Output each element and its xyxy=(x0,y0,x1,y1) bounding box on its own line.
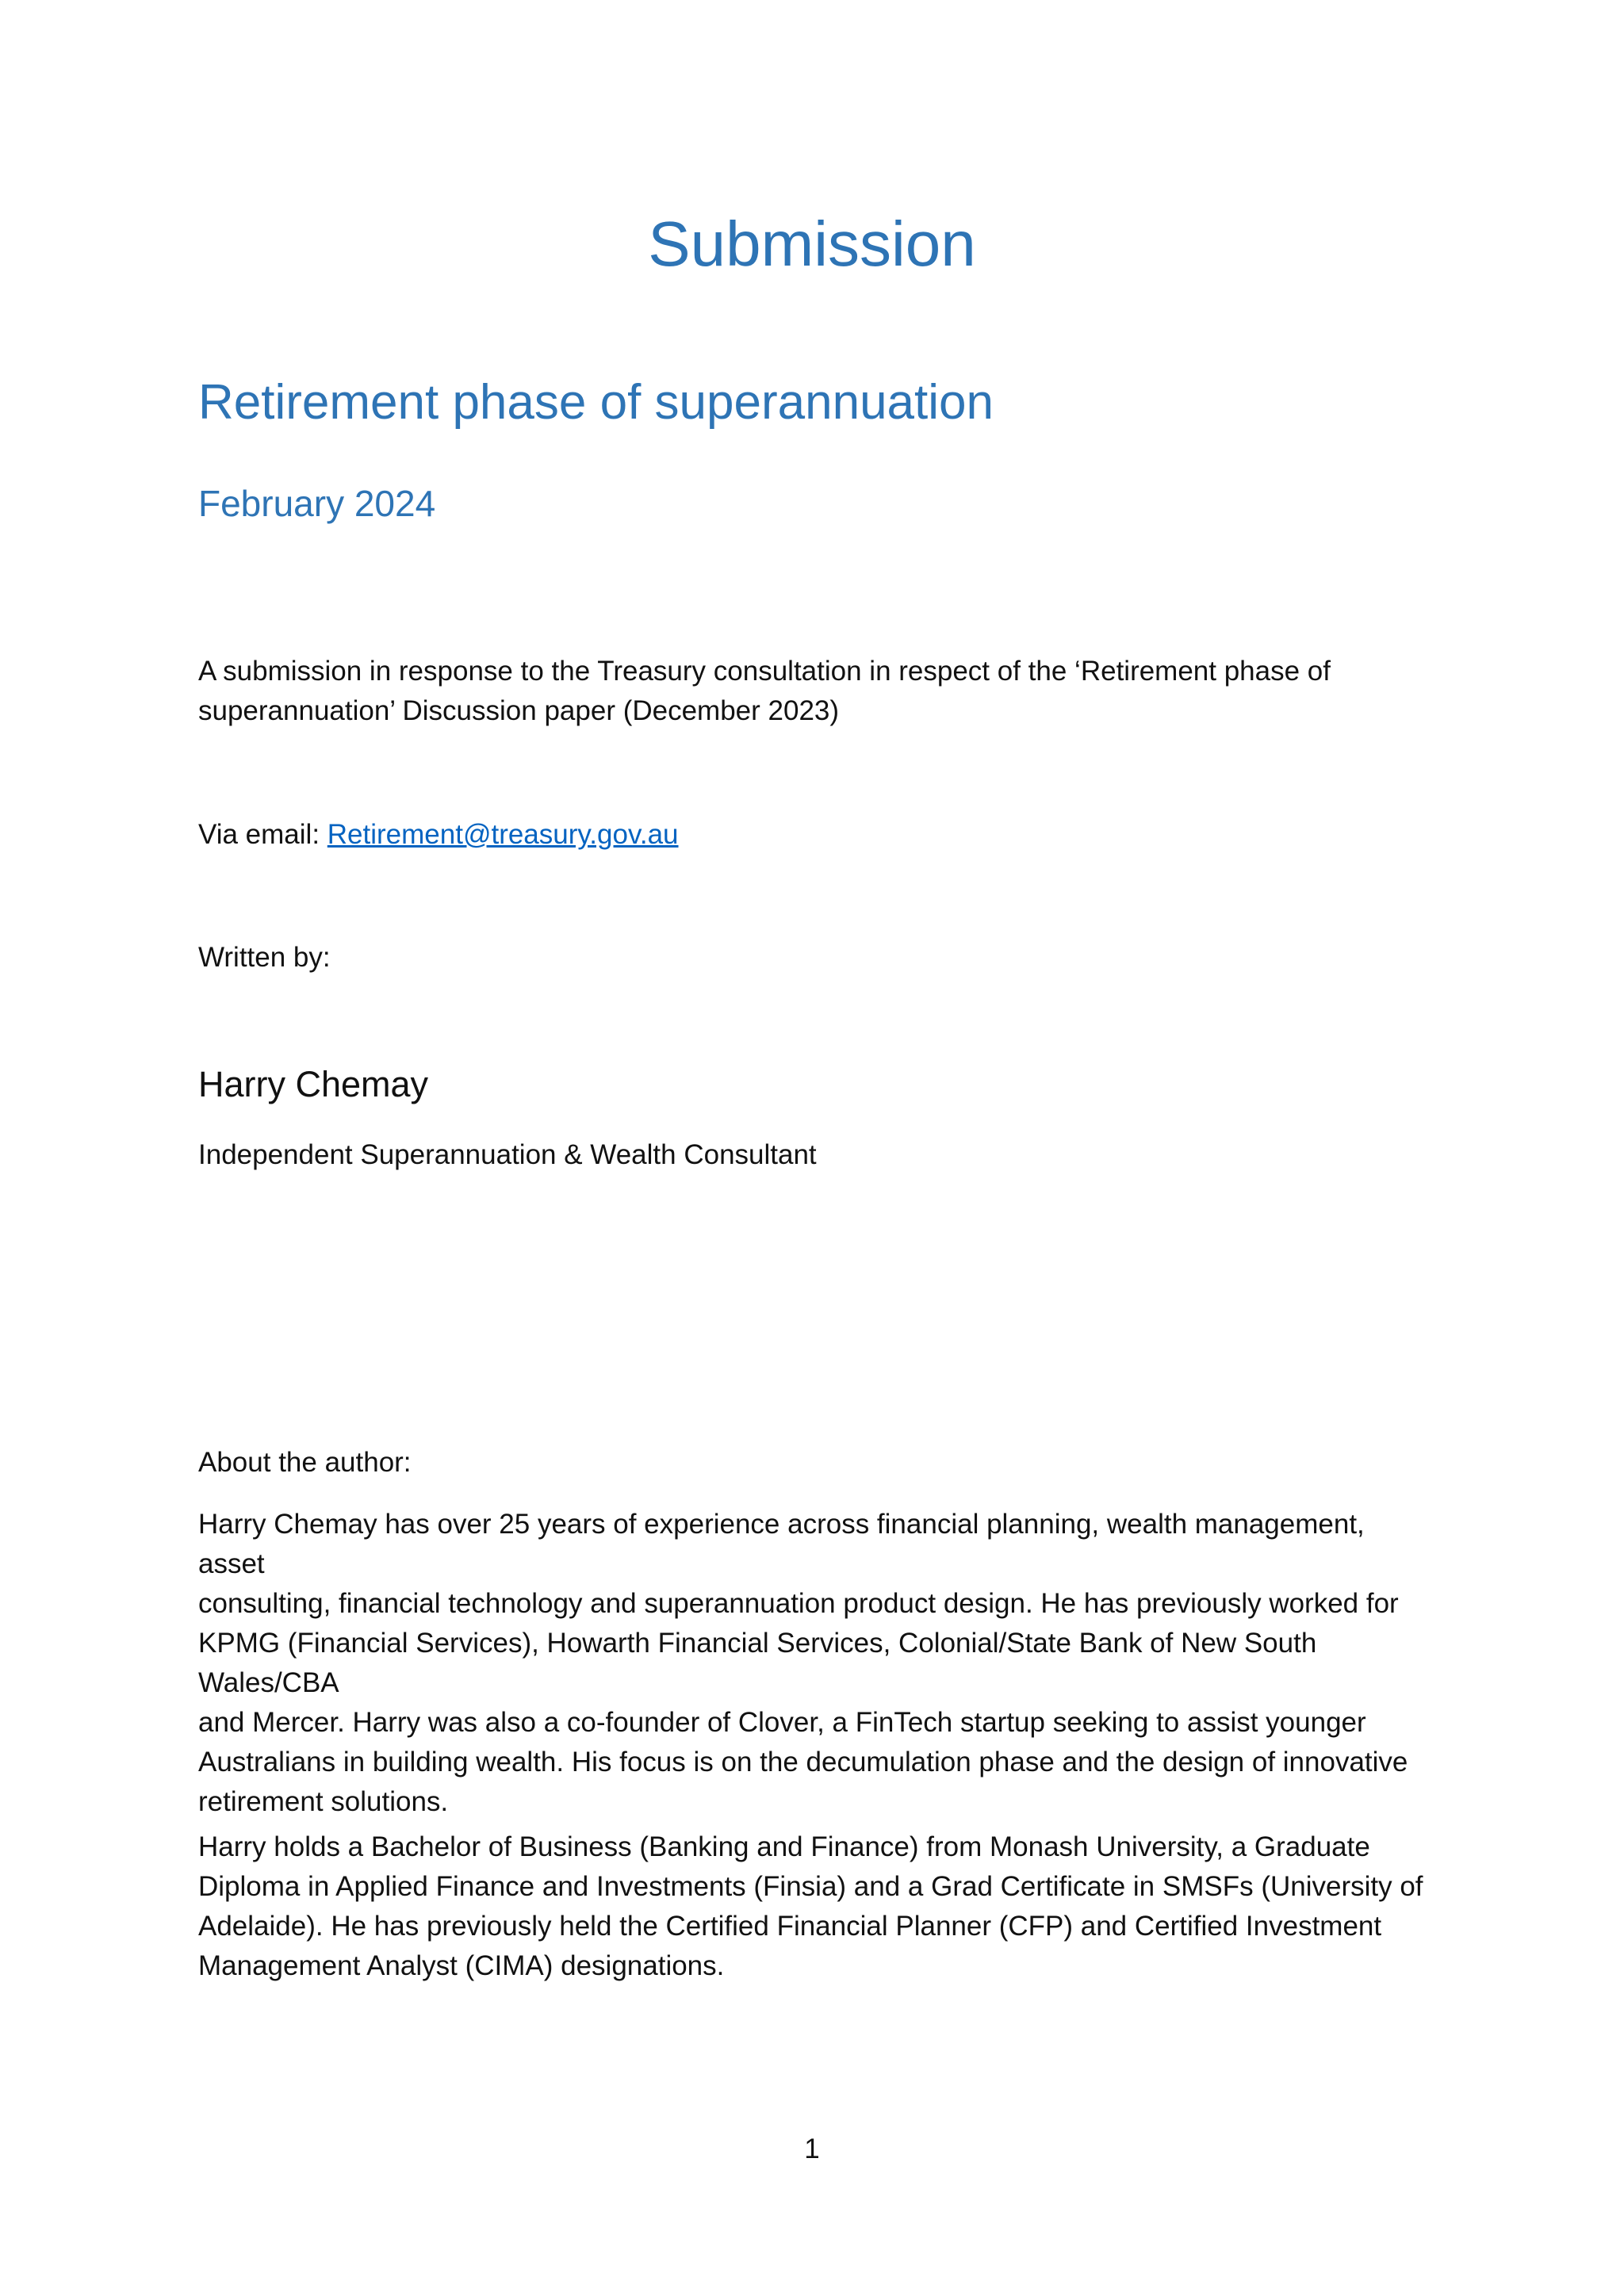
document-subtitle: Retirement phase of superannuation xyxy=(198,375,994,430)
intro-line: superannuation’ Discussion paper (December 2023) xyxy=(198,695,840,726)
paragraph-line: Harry Chemay has over 25 years of experience across financial planning, wealth management, asset xyxy=(198,1509,1365,1579)
paragraph-line: Diploma in Applied Finance and Investments (Finsia) and a Grad Certificate in SMSFs (University of xyxy=(198,1871,1423,1902)
paragraph-line: Australians in building wealth. His focus is on the decumulation phase and the design of innovative xyxy=(198,1747,1408,1777)
author-name: Harry Chemay xyxy=(198,1064,429,1104)
paragraph-line: Management Analyst (CIMA) designations. xyxy=(198,1950,725,1981)
about-paragraph-1 xyxy=(198,1505,1435,1822)
about-paragraph-2 xyxy=(198,1827,1435,1986)
paragraph-line: and Mercer. Harry was also a co-founder of Clover, a FinTech startup seeking to assist younger xyxy=(198,1707,1366,1738)
email-line xyxy=(198,815,1435,855)
document-title: Submission xyxy=(648,209,976,279)
paragraph-line: retirement solutions. xyxy=(198,1786,449,1817)
email-prefix: Via email: xyxy=(198,819,327,850)
paragraph-line: KPMG (Financial Services), Howarth Financial Services, Colonial/State Bank of New South Wales/CBA xyxy=(198,1628,1317,1698)
paragraph-line: consulting, financial technology and superannuation product design. He has previously worked for xyxy=(198,1588,1399,1619)
intro-paragraph xyxy=(198,652,1435,731)
written-by-label: Written by: xyxy=(198,942,331,973)
about-heading: About the author: xyxy=(198,1447,412,1478)
email-link[interactable]: Retirement@treasury.gov.au xyxy=(327,819,679,850)
paragraph-line: Adelaide). He has previously held the Certified Financial Planner (CFP) and Certified Investment xyxy=(198,1911,1382,1942)
intro-line: A submission in response to the Treasury consultation in respect of the ‘Retirement phase of xyxy=(198,656,1331,687)
author-title: Independent Superannuation & Wealth Consultant xyxy=(198,1139,817,1170)
page-number: 1 xyxy=(804,2133,820,2164)
document-date: February 2024 xyxy=(198,483,436,524)
paragraph-line: Harry holds a Bachelor of Business (Banking and Finance) from Monash University, a Graduate xyxy=(198,1831,1370,1862)
